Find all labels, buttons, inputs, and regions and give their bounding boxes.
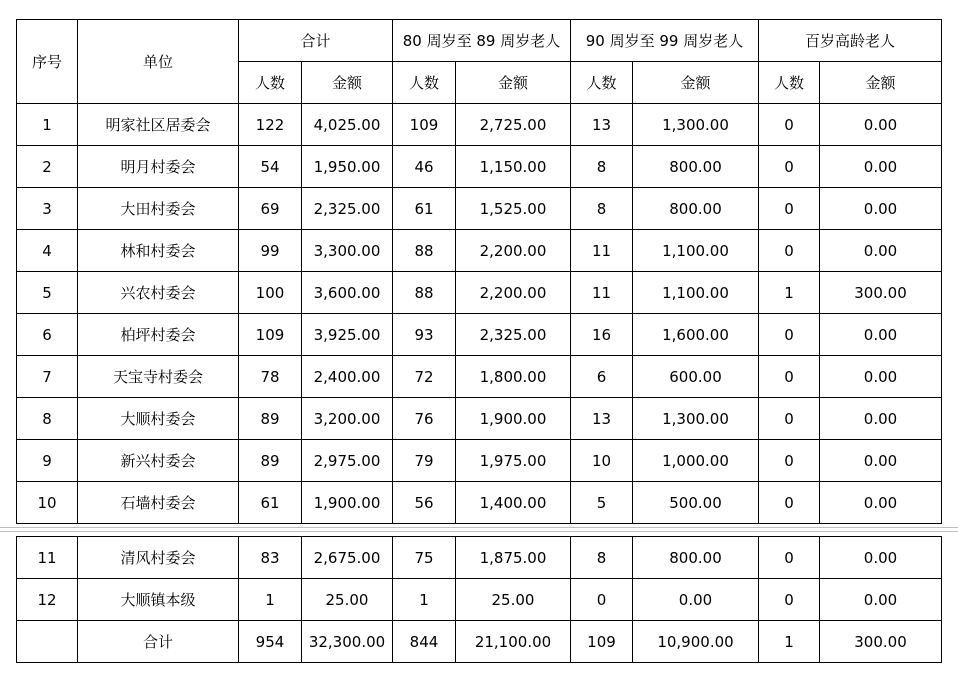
cell-total-amount: 25.00 (302, 579, 393, 621)
cell-total-amount: 2,325.00 (302, 188, 393, 230)
table-row (17, 621, 942, 663)
cell-90-count: 8 (571, 188, 633, 230)
cell-seq: 10 (17, 482, 78, 524)
cell-100-amount: 0.00 (820, 230, 942, 272)
cell-total-count: 61 (239, 482, 302, 524)
cell-80-amount: 1,800.00 (456, 356, 571, 398)
cell-seq: 8 (17, 398, 78, 440)
cell-100-count: 0 (759, 537, 820, 579)
cell-80-amount: 21,100.00 (456, 621, 571, 663)
cell-90-count: 10 (571, 440, 633, 482)
cell-100-amount: 0.00 (820, 482, 942, 524)
cell-100-count: 0 (759, 146, 820, 188)
table-row (17, 104, 942, 146)
page-break-line (0, 531, 958, 532)
cell-total-amount: 3,300.00 (302, 230, 393, 272)
cell-total-amount: 3,925.00 (302, 314, 393, 356)
cell-100-count: 0 (759, 230, 820, 272)
header-count: 人数 (759, 62, 820, 104)
cell-unit: 大顺镇本级 (78, 579, 239, 621)
cell-100-amount: 0.00 (820, 146, 942, 188)
cell-90-count: 8 (571, 146, 633, 188)
cell-total-amount: 2,675.00 (302, 537, 393, 579)
cell-100-count: 0 (759, 314, 820, 356)
cell-80-amount: 1,900.00 (456, 398, 571, 440)
cell-80-count: 844 (393, 621, 456, 663)
cell-unit: 大顺村委会 (78, 398, 239, 440)
cell-seq: 3 (17, 188, 78, 230)
cell-80-count: 72 (393, 356, 456, 398)
cell-100-amount: 0.00 (820, 188, 942, 230)
cell-90-count: 16 (571, 314, 633, 356)
cell-unit: 石墙村委会 (78, 482, 239, 524)
cell-100-amount: 0.00 (820, 537, 942, 579)
cell-80-count: 1 (393, 579, 456, 621)
cell-total-count: 89 (239, 440, 302, 482)
cell-100-count: 0 (759, 104, 820, 146)
table-row (17, 579, 942, 621)
cell-total-count: 99 (239, 230, 302, 272)
cell-total-amount: 3,600.00 (302, 272, 393, 314)
cell-total-count: 78 (239, 356, 302, 398)
cell-seq: 1 (17, 104, 78, 146)
cell-100-count: 1 (759, 272, 820, 314)
header-amount: 金额 (633, 62, 759, 104)
cell-90-amount: 1,000.00 (633, 440, 759, 482)
cell-total-count: 89 (239, 398, 302, 440)
cell-100-amount: 300.00 (820, 272, 942, 314)
cell-90-amount: 800.00 (633, 146, 759, 188)
header-unit: 单位 (78, 20, 239, 104)
cell-90-amount: 1,600.00 (633, 314, 759, 356)
elderly-subsidy-table-continued (16, 536, 942, 663)
cell-90-count: 13 (571, 104, 633, 146)
cell-90-amount: 600.00 (633, 356, 759, 398)
cell-90-amount: 0.00 (633, 579, 759, 621)
cell-80-amount: 1,150.00 (456, 146, 571, 188)
cell-total-amount: 32,300.00 (302, 621, 393, 663)
table-row (17, 440, 942, 482)
cell-90-count: 0 (571, 579, 633, 621)
cell-100-amount: 0.00 (820, 104, 942, 146)
cell-unit: 柏坪村委会 (78, 314, 239, 356)
cell-100-amount: 0.00 (820, 398, 942, 440)
cell-90-amount: 1,100.00 (633, 272, 759, 314)
cell-total-amount: 1,900.00 (302, 482, 393, 524)
cell-80-amount: 1,875.00 (456, 537, 571, 579)
cell-total-count: 83 (239, 537, 302, 579)
cell-seq: 2 (17, 146, 78, 188)
cell-unit: 大田村委会 (78, 188, 239, 230)
header-count: 人数 (571, 62, 633, 104)
cell-90-amount: 500.00 (633, 482, 759, 524)
cell-80-count: 75 (393, 537, 456, 579)
cell-80-amount: 2,725.00 (456, 104, 571, 146)
cell-seq: 11 (17, 537, 78, 579)
cell-total-amount: 2,400.00 (302, 356, 393, 398)
cell-80-count: 56 (393, 482, 456, 524)
cell-90-amount: 800.00 (633, 537, 759, 579)
cell-100-amount: 0.00 (820, 314, 942, 356)
cell-100-amount: 0.00 (820, 440, 942, 482)
cell-seq: 9 (17, 440, 78, 482)
table-row (17, 482, 942, 524)
cell-100-amount: 0.00 (820, 356, 942, 398)
cell-total-count: 54 (239, 146, 302, 188)
cell-100-count: 0 (759, 579, 820, 621)
cell-100-count: 0 (759, 482, 820, 524)
cell-unit: 明月村委会 (78, 146, 239, 188)
cell-unit: 清风村委会 (78, 537, 239, 579)
cell-100-count: 0 (759, 398, 820, 440)
header-amount: 金额 (302, 62, 393, 104)
table-row (17, 230, 942, 272)
cell-80-amount: 1,400.00 (456, 482, 571, 524)
cell-80-count: 93 (393, 314, 456, 356)
cell-total-count: 954 (239, 621, 302, 663)
cell-100-amount: 300.00 (820, 621, 942, 663)
table-row (17, 314, 942, 356)
cell-90-count: 5 (571, 482, 633, 524)
cell-90-amount: 1,300.00 (633, 398, 759, 440)
cell-total-amount: 2,975.00 (302, 440, 393, 482)
cell-unit: 明家社区居委会 (78, 104, 239, 146)
cell-90-count: 6 (571, 356, 633, 398)
cell-seq (17, 621, 78, 663)
cell-80-count: 79 (393, 440, 456, 482)
cell-seq: 5 (17, 272, 78, 314)
cell-total-count: 100 (239, 272, 302, 314)
table-row (17, 356, 942, 398)
cell-80-amount: 2,200.00 (456, 272, 571, 314)
cell-80-count: 76 (393, 398, 456, 440)
header-age100: 百岁高龄老人 (759, 20, 942, 62)
cell-80-amount: 2,200.00 (456, 230, 571, 272)
header-count: 人数 (393, 62, 456, 104)
cell-90-count: 8 (571, 537, 633, 579)
cell-seq: 7 (17, 356, 78, 398)
table-row (17, 146, 942, 188)
cell-unit: 天宝寺村委会 (78, 356, 239, 398)
elderly-subsidy-table (16, 19, 942, 524)
header-age80: 80 周岁至 89 周岁老人 (393, 20, 571, 62)
cell-80-count: 46 (393, 146, 456, 188)
cell-90-amount: 10,900.00 (633, 621, 759, 663)
header-total: 合计 (239, 20, 393, 62)
cell-total-amount: 1,950.00 (302, 146, 393, 188)
cell-total-count: 109 (239, 314, 302, 356)
cell-total-count: 69 (239, 188, 302, 230)
cell-unit: 合计 (78, 621, 239, 663)
table-row (17, 537, 942, 579)
cell-80-amount: 2,325.00 (456, 314, 571, 356)
cell-90-count: 109 (571, 621, 633, 663)
cell-90-amount: 1,100.00 (633, 230, 759, 272)
cell-100-count: 0 (759, 440, 820, 482)
cell-100-count: 1 (759, 621, 820, 663)
cell-80-count: 88 (393, 230, 456, 272)
cell-seq: 4 (17, 230, 78, 272)
cell-90-amount: 1,300.00 (633, 104, 759, 146)
cell-total-count: 1 (239, 579, 302, 621)
cell-unit: 林和村委会 (78, 230, 239, 272)
cell-seq: 6 (17, 314, 78, 356)
header-amount: 金额 (456, 62, 571, 104)
header-row-groups (17, 20, 942, 62)
header-age90: 90 周岁至 99 周岁老人 (571, 20, 759, 62)
header-count: 人数 (239, 62, 302, 104)
cell-90-count: 11 (571, 272, 633, 314)
table-row (17, 188, 942, 230)
cell-unit: 新兴村委会 (78, 440, 239, 482)
cell-100-amount: 0.00 (820, 579, 942, 621)
cell-80-count: 109 (393, 104, 456, 146)
cell-unit: 兴农村委会 (78, 272, 239, 314)
cell-90-amount: 800.00 (633, 188, 759, 230)
header-seq: 序号 (17, 20, 78, 104)
header-amount: 金额 (820, 62, 942, 104)
cell-90-count: 13 (571, 398, 633, 440)
cell-90-count: 11 (571, 230, 633, 272)
cell-total-amount: 4,025.00 (302, 104, 393, 146)
cell-total-count: 122 (239, 104, 302, 146)
cell-seq: 12 (17, 579, 78, 621)
cell-total-amount: 3,200.00 (302, 398, 393, 440)
cell-80-amount: 1,975.00 (456, 440, 571, 482)
cell-100-count: 0 (759, 188, 820, 230)
page-break-line (0, 527, 958, 528)
cell-80-amount: 25.00 (456, 579, 571, 621)
table-row (17, 398, 942, 440)
cell-80-count: 61 (393, 188, 456, 230)
table-row (17, 272, 942, 314)
cell-80-amount: 1,525.00 (456, 188, 571, 230)
cell-80-count: 88 (393, 272, 456, 314)
cell-100-count: 0 (759, 356, 820, 398)
